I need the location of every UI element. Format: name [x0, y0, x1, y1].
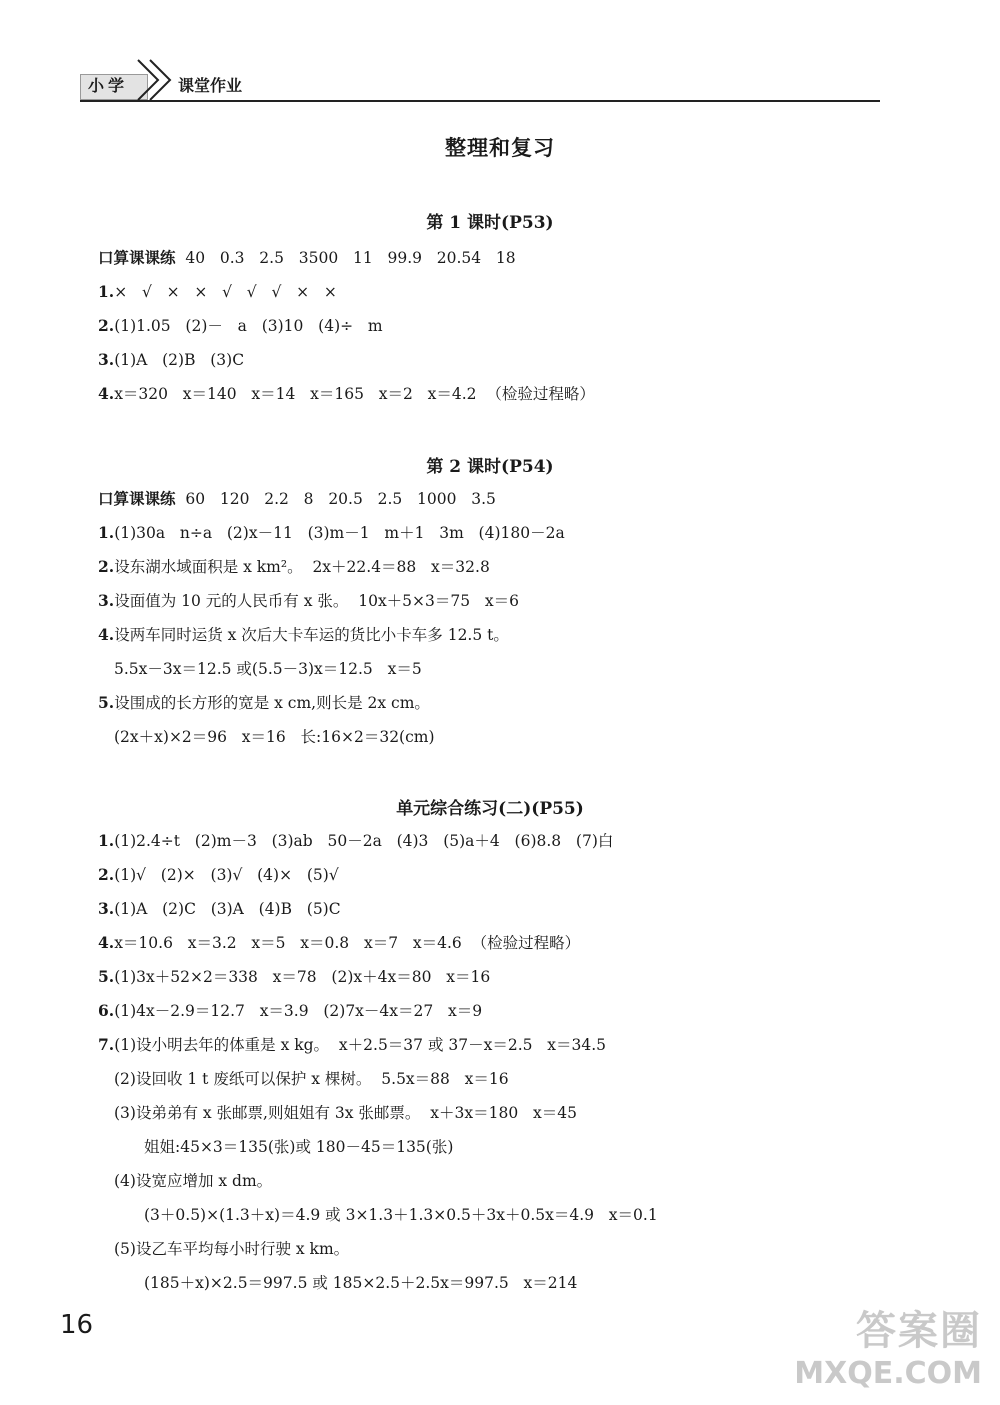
watermark-cn: 答案圈	[856, 1308, 982, 1354]
section-title-lesson-2: 第 2 课时(P54)	[426, 457, 554, 477]
answer-line: 3.(1)A (2)C (3)A (4)B (5)C	[98, 899, 341, 918]
header-book-name: 课堂作业	[178, 76, 243, 95]
answer-line: 口算课课练 40 0.3 2.5 3500 11 99.9 20.54 18	[98, 249, 516, 267]
answer-line: 2.设东湖水域面积是 x km²。 2x＋22.4＝88 x＝32.8	[98, 557, 490, 576]
section-title-lesson-1: 第 1 课时(P53)	[426, 213, 554, 233]
answer-line: (3＋0.5)×(1.3＋x)＝4.9 或 3×1.3＋1.3×0.5＋3x＋0.5x＝4.9 x＝0.1	[144, 1206, 658, 1224]
answer-line: 4.x＝10.6 x＝3.2 x＝5 x＝0.8 x＝7 x＝4.6 （检验过程略）	[98, 933, 581, 952]
answer-line: 3.设面值为 10 元的人民币有 x 张。 10x＋5×3＝75 x＝6	[98, 591, 519, 610]
answer-line: (2)设回收 1 t 废纸可以保护 x 棵树。 5.5x＝88 x＝16	[114, 1070, 509, 1088]
answer-line: 4.x＝320 x＝140 x＝14 x＝165 x＝2 x＝4.2 （检验过程略）	[98, 384, 595, 403]
answer-line: 7.(1)设小明去年的体重是 x kg。 x＋2.5＝37 或 37－x＝2.5 x＝34.5	[98, 1035, 607, 1054]
answer-line: (4)设宽应增加 x dm。	[114, 1172, 273, 1190]
page-header	[80, 56, 880, 102]
answer-line: 1.× √ × × √ √ √ × ×	[98, 282, 337, 301]
page-title: 整理和复习	[445, 136, 555, 160]
answer-line: 口算课课练 60 120 2.2 8 20.5 2.5 1000 3.5	[98, 490, 496, 508]
answer-line: (185＋x)×2.5＝997.5 或 185×2.5＋2.5x＝997.5 x＝214	[144, 1274, 578, 1292]
answer-line: 1.(1)2.4÷t (2)m－3 (3)ab 50－2a (4)3 (5)a＋4 (6)8.8 (7)白	[98, 831, 614, 850]
answer-line: 5.设围成的长方形的宽是 x cm,则长是 2x cm。	[98, 693, 430, 712]
double-chevron-icon	[132, 56, 178, 100]
answer-line: 6.(1)4x－2.9＝12.7 x＝3.9 (2)7x－4x＝27 x＝9	[98, 1001, 483, 1020]
answer-line: 5.5x－3x＝12.5 或(5.5－3)x＝12.5 x＝5	[114, 660, 422, 678]
watermark-en: MXQE.COM	[794, 1356, 982, 1391]
section-title-unit-review: 单元综合练习(二)(P55)	[396, 799, 584, 819]
answer-line: 4.设两车同时运货 x 次后大卡车运的货比小卡车多 12.5 t。	[98, 625, 509, 644]
answer-line: (2x＋x)×2＝96 x＝16 长:16×2＝32(cm)	[114, 728, 435, 746]
answer-line: (3)设弟弟有 x 张邮票,则姐姐有 3x 张邮票。 x＋3x＝180 x＝45	[114, 1104, 577, 1122]
answer-line: 姐姐:45×3＝135(张)或 180－45＝135(张)	[144, 1138, 454, 1156]
answer-line: 3.(1)A (2)B (3)C	[98, 350, 245, 369]
answer-line: 2.(1)√ (2)× (3)√ (4)× (5)√	[98, 865, 339, 884]
answer-line: (5)设乙车平均每小时行驶 x km。	[114, 1240, 350, 1258]
watermark	[794, 1299, 982, 1391]
answer-line: 5.(1)3x＋52×2＝338 x＝78 (2)x＋4x＝80 x＝16	[98, 967, 491, 986]
answer-line: 1.(1)30a n÷a (2)x－11 (3)m－1 m＋1 3m (4)180－2a	[98, 523, 565, 542]
header-grade: 小学	[88, 76, 129, 95]
answer-line: 2.(1)1.05 (2)－ a (3)10 (4)÷ m	[98, 316, 383, 335]
page-number: 16	[60, 1310, 94, 1340]
